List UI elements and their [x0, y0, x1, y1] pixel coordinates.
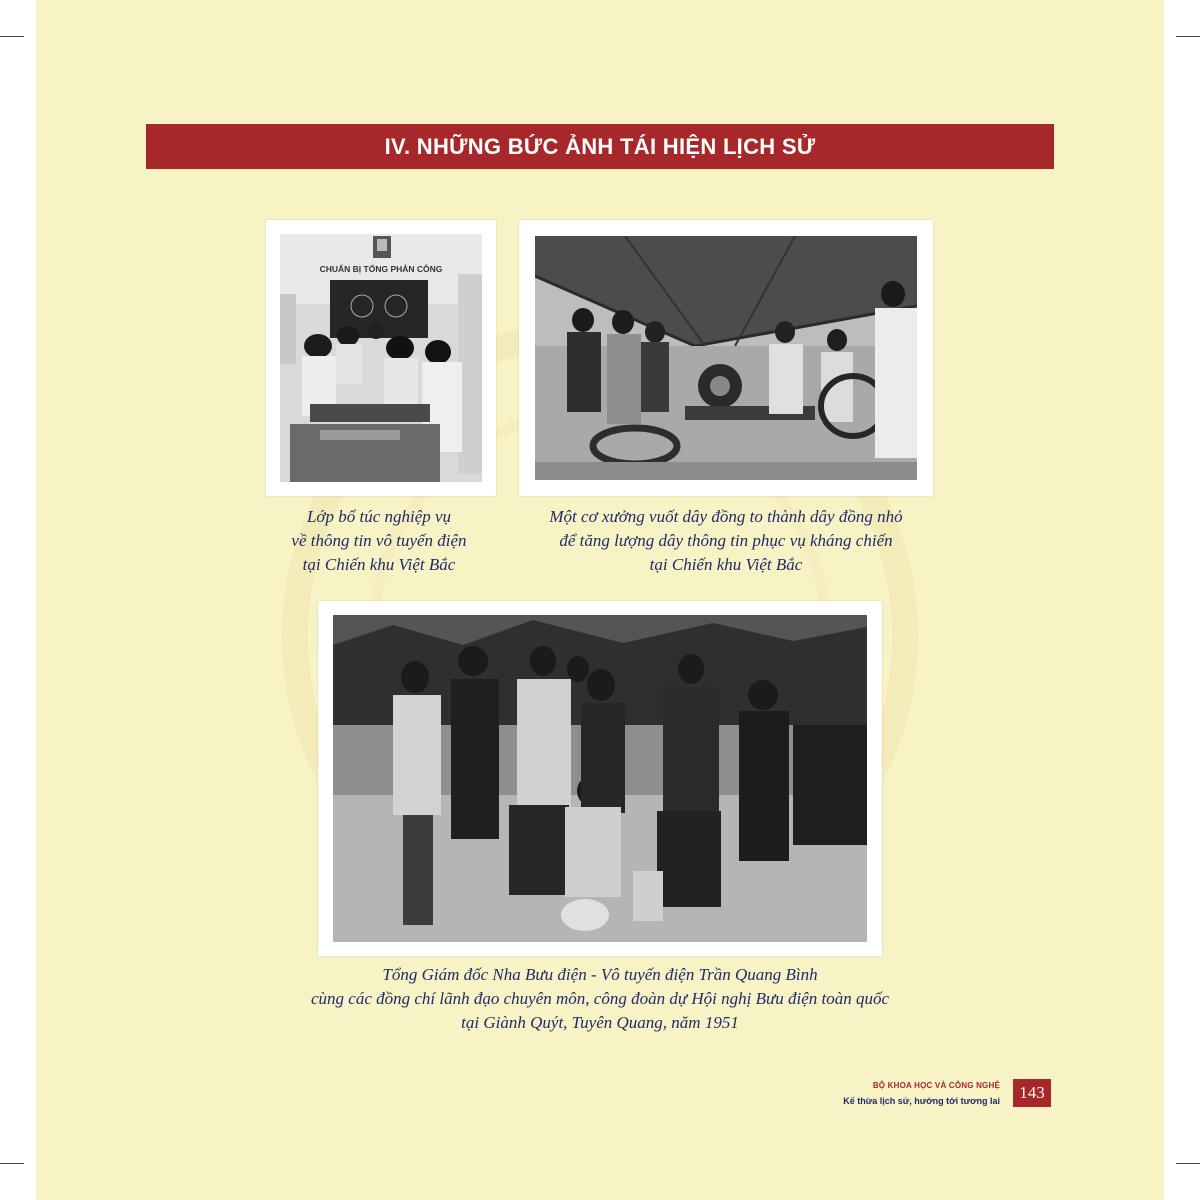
caption-line: Tổng Giám đốc Nha Bưu điện - Vô tuyến điện Trần Quang Bình: [382, 965, 818, 984]
footer-slogan: Kế thừa lịch sử, hướng tới tương lai: [843, 1096, 1000, 1106]
board-banner-text: CHUẨN BỊ TỔNG PHẢN CÔNG: [319, 264, 443, 274]
crop-mark: [1176, 1163, 1200, 1164]
crop-mark: [0, 1163, 24, 1164]
section-title: IV. NHỮNG BỨC ẢNH TÁI HIỆN LỊCH SỬ: [146, 124, 1054, 169]
footer-ministry: BỘ KHOA HỌC VÀ CÔNG NGHỆ: [872, 1081, 1000, 1090]
crop-mark: [1176, 36, 1200, 37]
group-photo-image: [333, 615, 867, 942]
classroom-photo-image: [280, 234, 482, 482]
page-number: 143: [1013, 1079, 1051, 1107]
workshop-photo-image: [535, 236, 917, 480]
classroom-caption: [236, 505, 522, 577]
caption-line: tại Giành Quýt, Tuyên Quang, năm 1951: [461, 1013, 739, 1032]
workshop-photo: [535, 236, 917, 480]
caption-line: Lớp bổ túc nghiệp vụ: [306, 507, 452, 526]
caption-line: về thông tin vô tuyến điện: [291, 531, 467, 550]
caption-line: cùng các đồng chí lãnh đạo chuyên môn, công đoàn dự Hội nghị Bưu điện toàn quốc: [310, 989, 890, 1008]
caption-line: để tăng lượng dây thông tin phục vụ kháng chiến: [559, 531, 893, 550]
workshop-photo-frame: [519, 220, 933, 496]
caption-line: tại Chiến khu Việt Bắc: [302, 555, 456, 574]
caption-line: Một cơ xưởng vuốt dây đồng to thành dây đồng nhỏ: [549, 507, 903, 526]
group-photo: [333, 615, 867, 942]
crop-mark: [0, 36, 24, 37]
classroom-photo: [280, 234, 482, 482]
group-photo-frame: [318, 601, 882, 956]
workshop-caption: [519, 505, 933, 577]
caption-line: tại Chiến khu Việt Bắc: [649, 555, 803, 574]
classroom-photo-frame: [266, 220, 496, 496]
group-caption: [200, 963, 1000, 1035]
